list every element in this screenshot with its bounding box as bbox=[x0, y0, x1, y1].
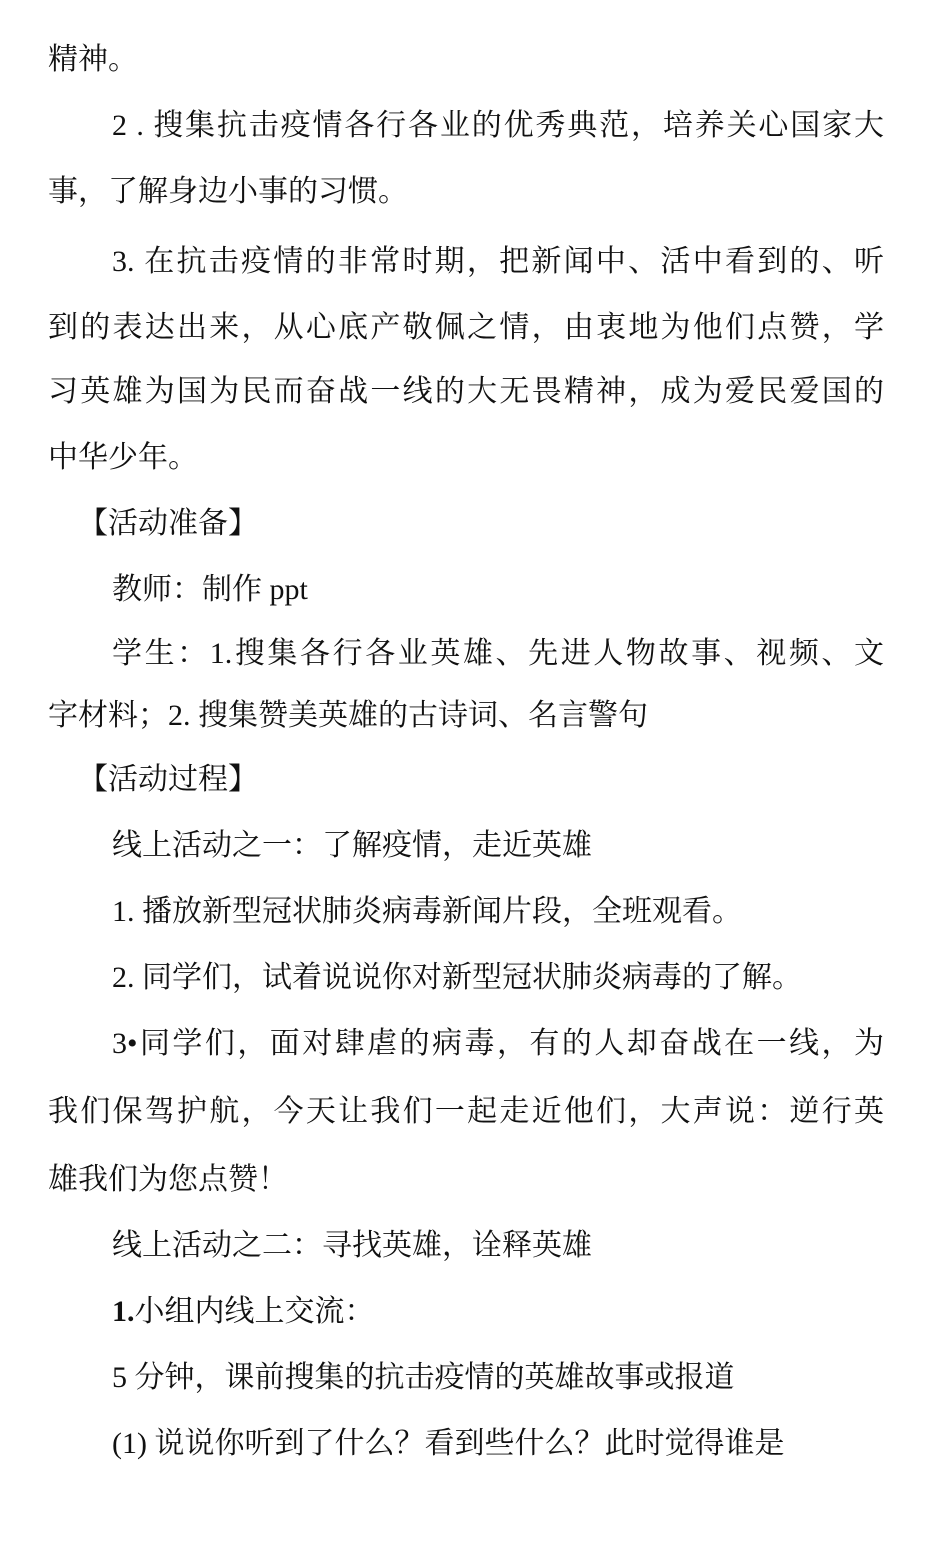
text-line: 2. 同学们，试着说说你对新型冠状肺炎病毒的了解。 bbox=[112, 961, 802, 994]
list-number: 1. bbox=[112, 1295, 135, 1328]
text-line: 雄我们为您点赞！ bbox=[48, 1163, 288, 1196]
text-line: 2 . 搜集抗击疫情各行各业的优秀典范，培养关心国家大 bbox=[112, 109, 884, 142]
text-line: 线上活动之二：寻找英雄，诠释英雄 bbox=[112, 1229, 592, 1262]
text-line: 3. 在抗击疫情的非常时期，把新闻中、活中看到的、听 bbox=[112, 245, 884, 278]
text-line: 精神。 bbox=[48, 43, 138, 76]
text-line: 字材料；2. 搜集赞美英雄的古诗词、名言警句 bbox=[48, 699, 648, 732]
text-line: 事，了解身边小事的习惯。 bbox=[48, 175, 408, 208]
text-line: 到的表达出来，从心底产敬佩之情，由衷地为他们点赞，学 bbox=[48, 311, 884, 344]
text-line: 教师：制作 ppt bbox=[112, 573, 308, 606]
text-line: (1) 说说你听到了什么？看到些什么？此时觉得谁是 bbox=[112, 1427, 785, 1460]
section-heading: 【活动过程】 bbox=[78, 763, 258, 796]
text-line: 线上活动之一：了解疫情，走近英雄 bbox=[112, 829, 592, 862]
text-line: 我们保驾护航，今天让我们一起走近他们，大声说：逆行英 bbox=[48, 1095, 884, 1128]
text-line: 学生：1.搜集各行各业英雄、先进人物故事、视频、文 bbox=[112, 637, 884, 670]
text-line: 3•同学们，面对肆虐的病毒，有的人却奋战在一线，为 bbox=[112, 1027, 884, 1060]
text-line: 中华少年。 bbox=[48, 441, 198, 474]
text-line: 5 分钟，课前搜集的抗击疫情的英雄故事或报道 bbox=[112, 1361, 735, 1394]
section-heading: 【活动准备】 bbox=[78, 507, 258, 540]
text-line: 习英雄为国为民而奋战一线的大无畏精神，成为爱民爱国的 bbox=[48, 375, 884, 408]
text-line bbox=[112, 1294, 375, 1330]
list-text: 小组内线上交流： bbox=[134, 1295, 375, 1328]
text-line: 1. 播放新型冠状肺炎病毒新闻片段，全班观看。 bbox=[112, 895, 742, 928]
